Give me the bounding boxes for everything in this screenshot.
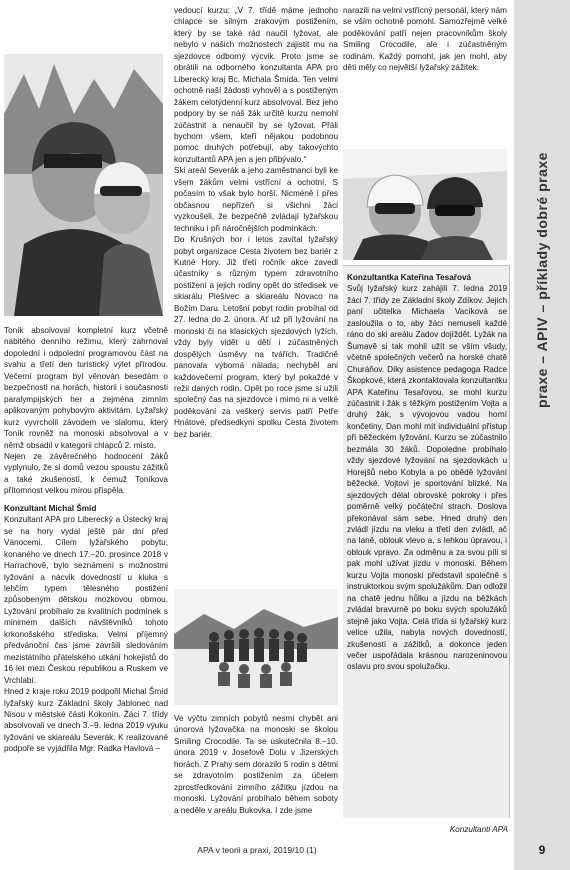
photo-group-on-slope xyxy=(174,589,338,705)
column-2-lower xyxy=(174,713,338,816)
paragraph: Konzultant APA pro Liberecký a Ústecký kraj se na hory vydal ještě pár dní před Vánocemi. Cílem lyžařského pobytu, konaného ve dnech 17.–20. prosince 2018 v Harrachově, bylo seznámení s možnostmi lyžování a nácvik dovedností u kluka s lehčím typem tělesného postižení způsobeným dětskou mozkovou obrnou. Lyžování probíhalo za kvalitních podmínek s minimem dalších návštěvníků tohoto krkonošského střediska. Velmi příjemný předvánoční čas jsme završili sledováním mezistátního přátelského utkání hokejistů do 16 let mezi Českou republikou a Ruskem ve Vrchlabí. xyxy=(4,515,168,685)
photo-skier-with-child xyxy=(4,54,163,316)
page-number: 9 xyxy=(538,843,546,857)
paragraph: Svůj lyžařský kurz zahájili 7. ledna 2019 žáci 7. třídy ze Základní školy Zdíkov. Jejich paní učitelka Michaela Vacíková se zasloužila o to, aby žáci nemuseli každé ráno do ski areálu Zadov dojíždět. Lyžák na Šumavě si tak mohli užít se vším všudy, včetně společných večerů na horské chatě Churáňov. Díky asistence pedagoga Radce Škopkové, která zkontaktovala konzultantku APA Kateřinu Tesařovou, se mohl kurzu zúčastnit i žák s těžkým postižením Vojta a druhý žák, s vývojovou vadou horní končetiny, Dan mohl mít individuální přístup při běžeckém lyžování. Kurzu se zúčastnilo bezmála 30 žáků. Dopoledne probíhalo vždy sjezdové lyžování na sjezdovkách u Horejšů nebo Kobyla a po obědě lyžování běžecké. Vojtovi je sportování blízké. Na sjezdových délal obrovské pokroky i přes poměrně velký počáteční strach. Doslova překonával sám sebe. Hned druhý den zvládl jízdu na vleku a třetí den zvládl, ač na laně, oblouk vlevo a, s lehkou úpravou, i oblouk vpravo. Za odměnu a za svou píli si pak mohl užívat jízdu v monoski. Během kurzu Vojta monoski představil společně s instruktorkou svým spolužákům. Dan odložil na chatě jednu hůlku a jízdu na běžkách zvládal bravurně po boku svých spolužáků stejně jako Vojta. Celá třída si lyžařský kurz velice užila, nabyla nových dovedností, zkušeností a zážitků, a dokonce jeden večer uspořádala krásnou narozeninovou oslavu pro svou spolužačku. xyxy=(347,284,507,672)
box-heading: Konzultantka Kateřina Tesařová xyxy=(347,273,472,282)
column-2 xyxy=(174,5,338,440)
paragraph: Nejen ze závěrečného hodnocení žáků vyplynulo, že si domů vezou spoustu zážitků a také zkušeností, k čemuž Toníkova přítomnost velkou mírou přispěla. xyxy=(4,451,168,496)
column-3 xyxy=(343,5,507,74)
column-1 xyxy=(4,325,168,755)
footer-journal: APA v teorii a praxi, 2019/10 (1) xyxy=(197,845,317,855)
paragraph: Ve výčtu zimních pobytů nesmí chybět ani únorová lyžovačka na monoski se školou Smiling Crocodile. Ta se uskutečnila 8.–10. února 2019 v Josefově Dolu v Jizerských horách. Z Prahy sem dorazilo 5 rodin s dětmi se zdravotním postižením za účelem zprostředkování zimního zážitku jízdou na monoski. Lyžování probíhalo během soboty a neděle v areálu Bukovka. I zde jsme xyxy=(174,714,338,815)
signature: Konzultanti APA xyxy=(449,825,508,834)
paragraph: vedoucí kurzu: „V 7. třídě máme jednoho chlapce se silným zrakovým postižením, který by se také rád naučil lyžovat, ale nebylo v našich možnostech zajistit mu na sjezdovce odborný výcvik. Proto jsme se obrátili na odborného konzultanta APA pro Liberecký kraj Bc. Michala Šmída. Ten velmi ochotně naší žádosti vyhověl a s postiženým žákem celotýdenní kurz absolvoval. Bez jeho podpory by se náš žák určitě kurzu nemohl zúčastnit a nenaučil by se lyžovat. Přáli bychom všem, kteří nějakou podobnou pomoc druhých potřebují, aby takovýchto konzultantů APA jen a jen přibývalo.“ xyxy=(174,6,338,164)
section-heading: Konzultant Michal Šmíd xyxy=(4,503,97,513)
paragraph: Toník absolvoval kompletní kurz včetně nabitého denního režimu, který zahrnoval dopolední i odpolední programovou část na svahu a třetí den turistický výlet přírodou. Večerní program byl věnován besedám o bezpečnosti na horách, historii i současnosti paralympijských her a zejména zimním aplikovaným pohybovým aktivitám. Lyžařský kurz vyvrcholil závodem ve slalomu, který Toník rovněž na monoski absolvoval a v němž obsadil v kategorii chlapců 2. místo. xyxy=(4,326,168,450)
paragraph: narazili na velmi vstřícný personál, který nám se vším ochotně pomohl. Samozřejmě velké poděkování patří nejen pracovníkům školy Smiling Crocodile, ale i zúčastněným rodinám. Každý pomohl, jak jen mohl, aby děti měly co největší lyžařský zážitek. xyxy=(343,6,507,73)
paragraph: Ski areál Severák a jeho zaměstnanci byli ke všem žákům velmi vstřícní a ochotní. S počasím to však bylo horší. Nicméně i přes občasnou nepřízeň si všichni žáci vyzkoušeli, že bezpečně zvládají lyžařskou techniku i při náročnějších podmínkách. xyxy=(174,166,338,233)
paragraph: Do Krušných hor i letos zavítal lyžařský pobyt organizace Cesta životem bez bariér z Kutné Hory. Již třetí ročník akce zavedl účastníky s různým typem zdravotního postižení a jejich rodiny opět do středisek ve skiarálu Plešivec a skiareálu Novaco na Božím Daru. Letošní pobyt rodin probíhal od 27. ledna do 2. února. Ať už při lyžování na monoski či na klasických sjezdových lyžích, vždy byly vidět u dětí i zúčastněných dospělých úsměvy na tvářích. Tradičně panovala výborná nálada, nechyběl ani každovečerní program, který byl pokaždé v režii daných rodin. Opět po roce jsme si užili společný čas na sjezdovce i mimo ni a velké poděkování za veškerý servis patří Petře Hnátové, předsedkyni spolku Cesta životem bez bariér. xyxy=(174,235,338,439)
paragraph: Hned z kraje roku 2019 podpořil Michal Šmíd lyžařský kurz Základní školy Jablonec nad Nisou v městské části Kokonín. Žáci 7. třídy absolvovali ve dnech 3.–9. ledna 2019 výuku lyžování ve skiareálu Severák. K realizované podpoře se vyjádřila Mgr. Radka Havlová – xyxy=(4,687,168,754)
photo-two-skiers-helmets xyxy=(343,149,507,260)
consultant-box-text xyxy=(347,272,507,673)
side-tab-label: praxe – APIV – příklady dobré praxe xyxy=(534,152,550,408)
